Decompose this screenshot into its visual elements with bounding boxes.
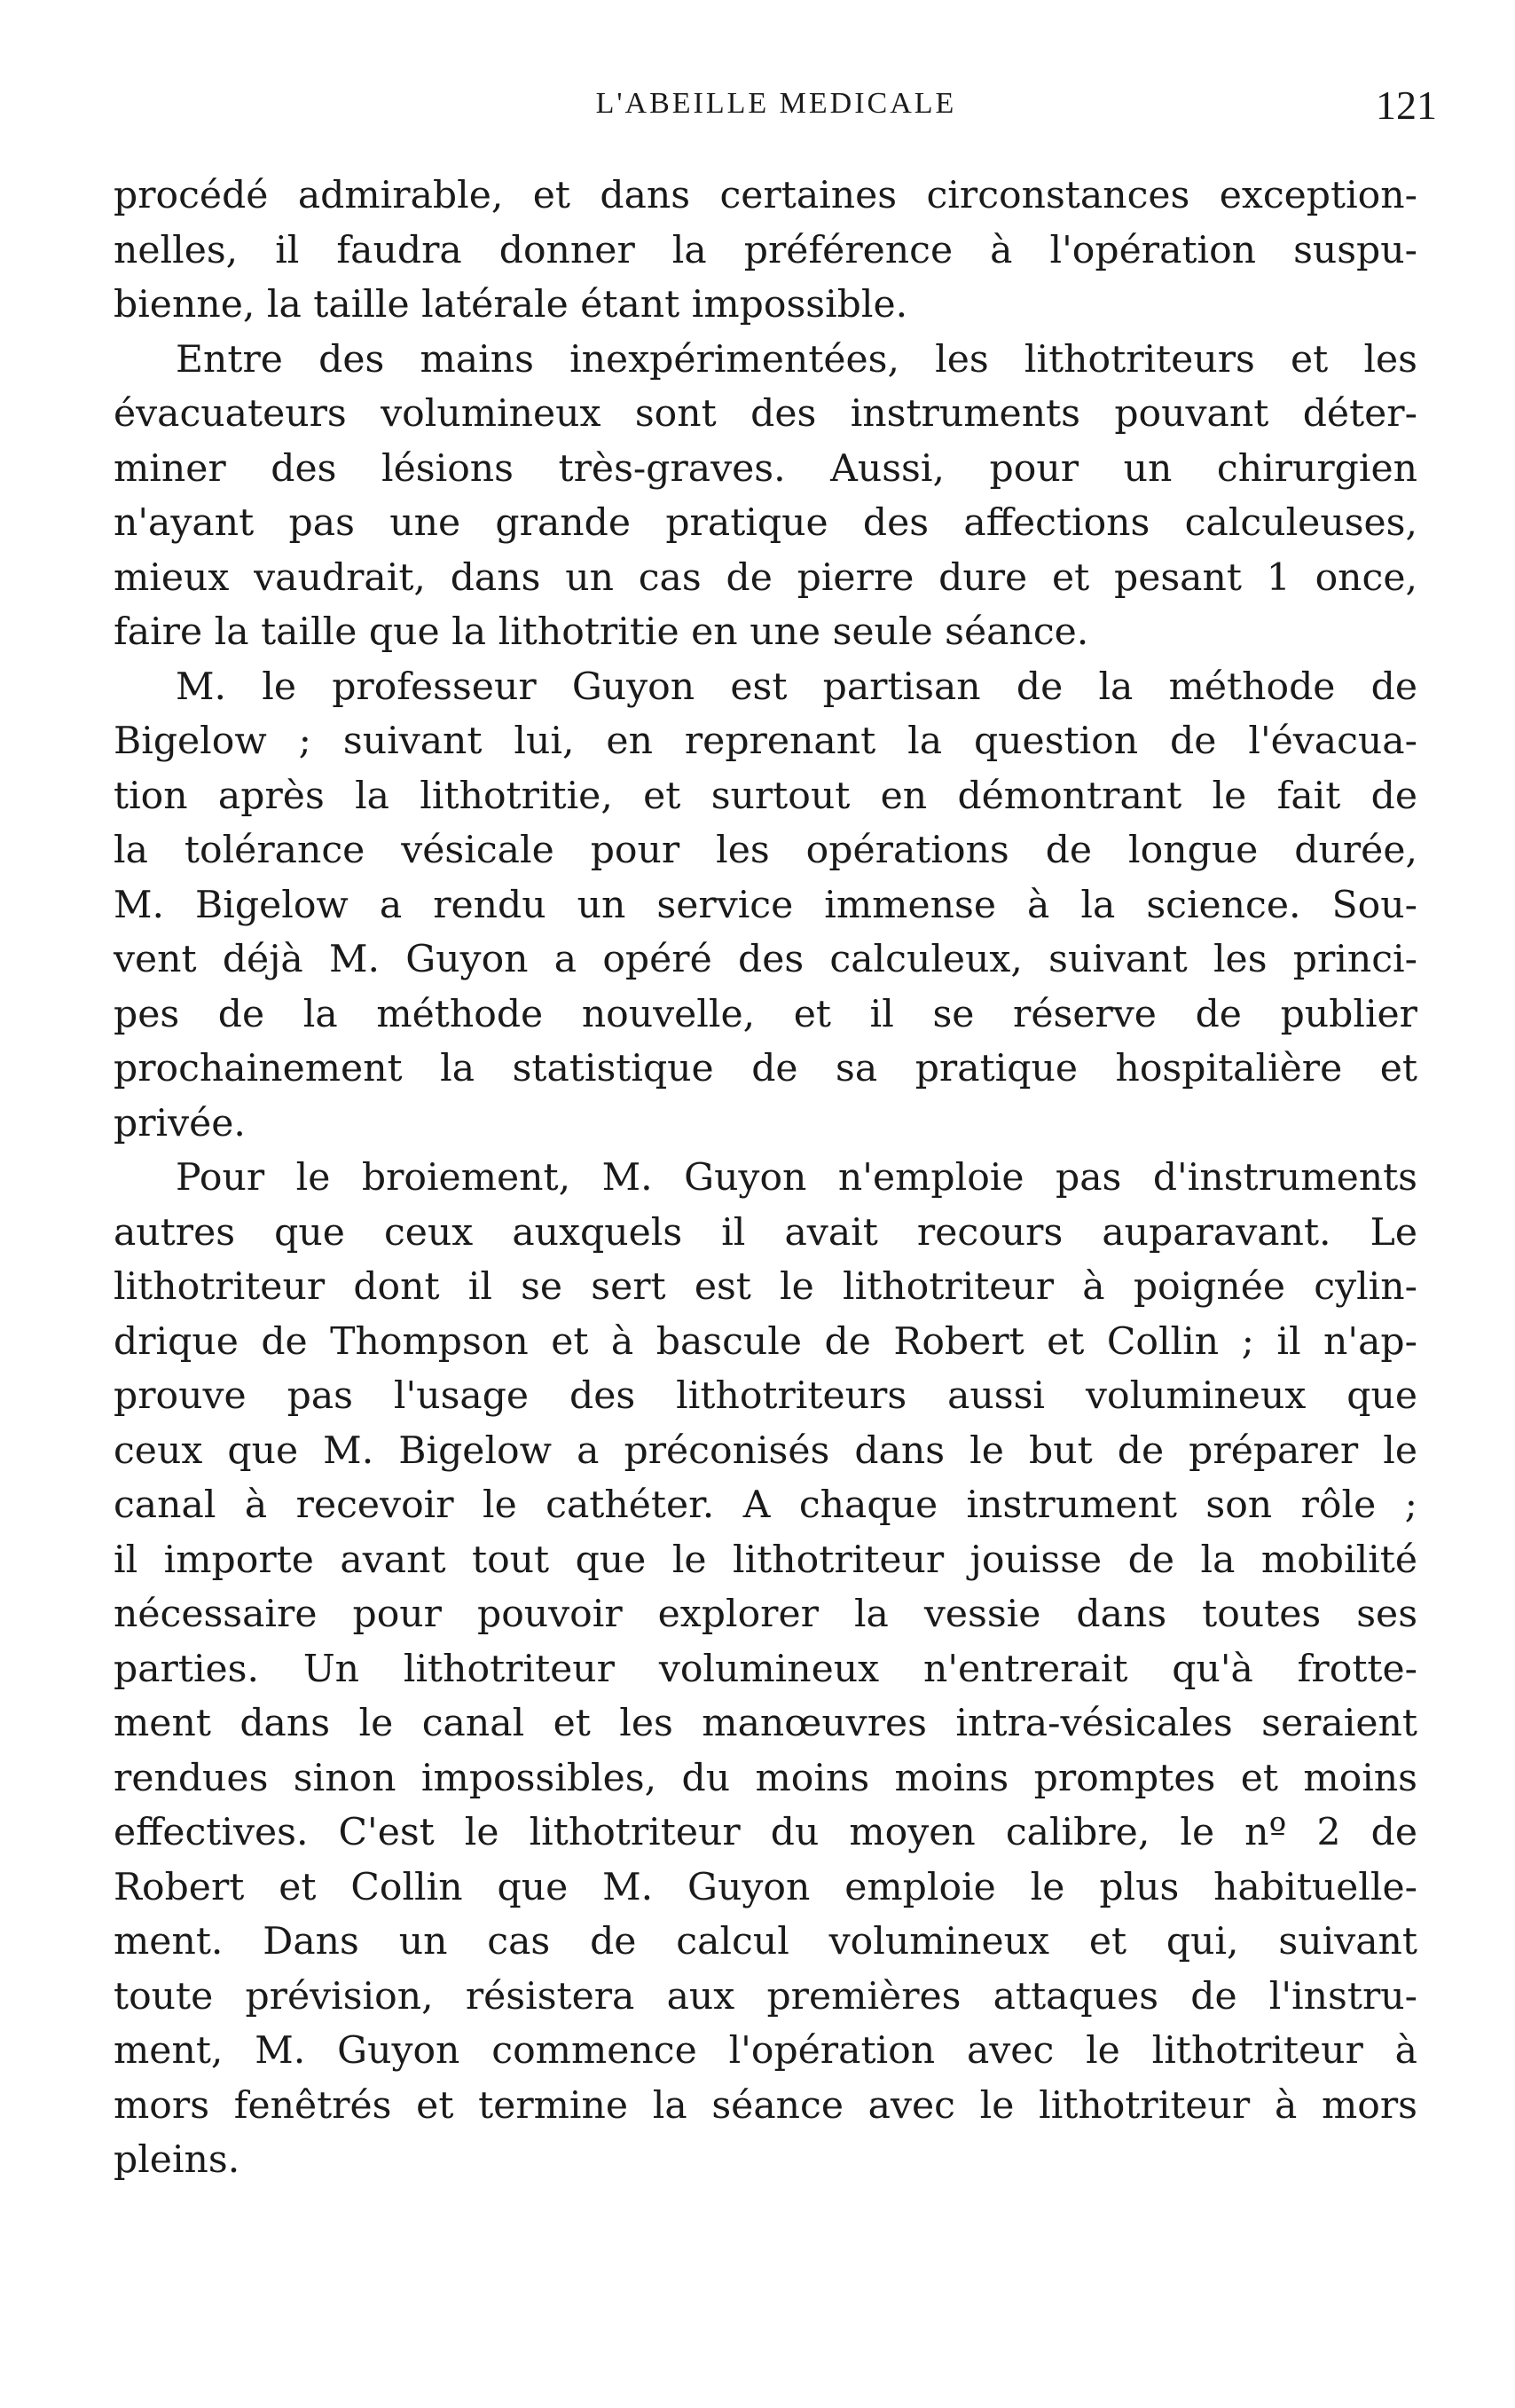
text-line: canal à recevoir le cathéter. A chaque instrument son rôle ;	[114, 1483, 1417, 1527]
text-line: ceux que M. Bigelow a préconisés dans le but de préparer le	[114, 1428, 1417, 1473]
running-title: L'ABEILLE MEDICALE	[595, 87, 957, 120]
text-line: effectives. C'est le lithotriteur du moyen calibre, le nº 2 de	[114, 1811, 1417, 1854]
text-line: toute prévision, résistera aux premières attaques de l'instru-	[114, 1974, 1417, 2018]
text-line: tion après la lithotritie, et surtout en démontrant le fait de	[114, 774, 1417, 818]
text-line: Robert et Collin que M. Guyon emploie le plus habituelle-	[114, 1865, 1417, 1909]
text-line: pleins.	[114, 2138, 240, 2182]
running-head	[115, 83, 1437, 140]
body-text	[114, 169, 1417, 2188]
text-line: ment, M. Guyon commence l'opération avec le lithotriteur à	[114, 2029, 1417, 2073]
text-line: prochainement la statistique de sa pratique hospitalière et	[114, 1047, 1417, 1090]
text-line: lithotriteur dont il se sert est le lithotriteur à poignée cylin-	[114, 1265, 1417, 1309]
text-line: drique de Thompson et à bascule de Robert et Collin ; il n'ap-	[114, 1319, 1417, 1364]
text-line: faire la taille que la lithotritie en une seule séance.	[114, 610, 1089, 654]
text-line: bienne, la taille latérale étant impossible.	[114, 283, 908, 327]
text-line: il importe avant tout que le lithotriteur jouisse de la mobilité	[114, 1538, 1417, 1582]
paragraph	[114, 169, 1417, 333]
paragraph	[114, 660, 1417, 1152]
text-line: Pour le broiement, M. Guyon n'emploie pas d'instruments	[176, 1156, 1417, 1200]
text-line: nelles, il faudra donner la préférence à l'opération suspu-	[114, 228, 1417, 272]
text-line: pes de la méthode nouvelle, et il se réserve de publier	[114, 992, 1417, 1036]
paragraph	[114, 333, 1417, 660]
text-line: évacuateurs volumineux sont des instruments pouvant déter-	[114, 392, 1417, 436]
text-line: privée.	[114, 1101, 246, 1145]
text-line: prouve pas l'usage des lithotriteurs aussi volumineux que	[114, 1374, 1417, 1418]
text-line: parties. Un lithotriteur volumineux n'entrerait qu'à frotte-	[114, 1647, 1417, 1691]
page-number: 121	[1376, 83, 1437, 128]
paragraph	[114, 1151, 1417, 2188]
text-line: M. Bigelow a rendu un service immense à la science. Sou-	[114, 883, 1417, 927]
text-line: rendues sinon impossibles, du moins moins promptes et moins	[114, 1756, 1417, 1800]
text-line: nécessaire pour pouvoir explorer la vessie dans toutes ses	[114, 1593, 1417, 1636]
text-line: ment dans le canal et les manœuvres intra-vésicales seraient	[114, 1702, 1417, 1745]
text-line: ment. Dans un cas de calcul volumineux et qui, suivant	[114, 1920, 1417, 1963]
text-line: la tolérance vésicale pour les opérations de longue durée,	[114, 829, 1417, 872]
text-line: procédé admirable, et dans certaines circonstances exception-	[114, 174, 1417, 217]
text-line: Bigelow ; suivant lui, en reprenant la question de l'évacua-	[114, 720, 1417, 763]
text-line: vent déjà M. Guyon a opéré des calculeux, suivant les princi-	[114, 938, 1417, 981]
text-line: mieux vaudrait, dans un cas de pierre dure et pesant 1 once,	[114, 555, 1417, 600]
text-line: n'ayant pas une grande pratique des affections calculeuses,	[114, 501, 1417, 545]
text-line: miner des lésions très-graves. Aussi, pour un chirurgien	[114, 446, 1417, 491]
text-line: autres que ceux auxquels il avait recours auparavant. Le	[114, 1210, 1417, 1255]
text-line: Entre des mains inexpérimentées, les lithotriteurs et les	[176, 337, 1417, 382]
text-line: M. le professeur Guyon est partisan de la méthode de	[176, 665, 1417, 709]
text-line: mors fenêtrés et termine la séance avec le lithotriteur à mors	[114, 2083, 1417, 2128]
